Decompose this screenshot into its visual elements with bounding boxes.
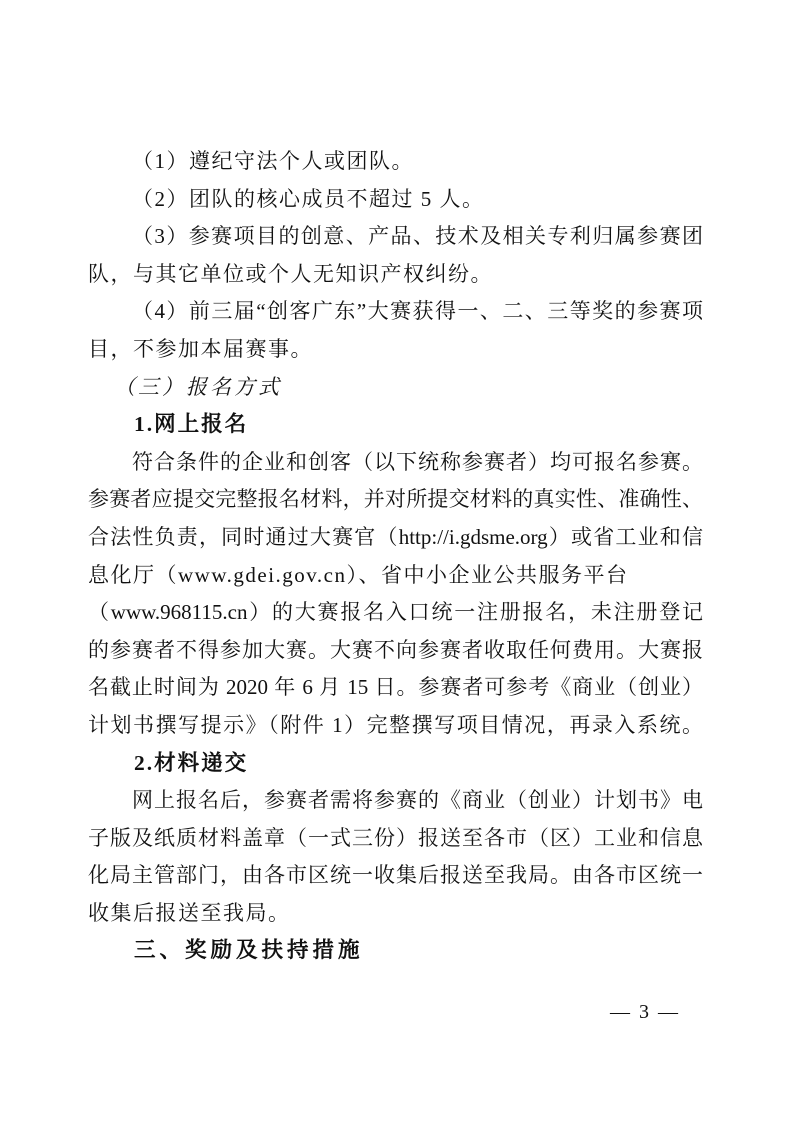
material-submission-line-4: 收集后报送至我局。 <box>88 900 291 925</box>
page-number: — 3 — <box>610 1001 680 1023</box>
clause-3-line-2: 队，与其它单位或个人无知识产权纠纷。 <box>88 261 493 286</box>
page-content <box>88 143 703 970</box>
clause-4-line-1: （4）前三届“创客广东”大赛获得一、二、三等奖的参赛项 <box>132 299 703 324</box>
clause-2: （2）团队的核心成员不超过 5 人。 <box>132 186 485 211</box>
heading-material-submission: 2.材料递交 <box>134 750 249 775</box>
online-registration-line-6: 的参赛者不得参加大赛。大赛不向参赛者收取任何费用。大赛报 <box>88 637 703 662</box>
material-submission-line-2: 子版及纸质材料盖章（一式三份）报送至各市（区）工业和信息 <box>88 825 703 850</box>
online-registration-line-4: 息化厅（www.gdei.gov.cn）、省中小企业公共服务平台 <box>88 562 629 587</box>
material-submission-line-1: 网上报名后，参赛者需将参赛的《商业（创业）计划书》电 <box>132 788 703 813</box>
heading-registration-method: （三）报名方式 <box>114 374 282 399</box>
online-registration-line-1: 符合条件的企业和创客（以下统称参赛者）均可报名参赛。 <box>132 449 703 474</box>
online-registration-line-3: 合法性负责，同时通过大赛官（http://i.gdsme.org）或省工业和信 <box>88 524 703 549</box>
online-registration-line-8: 计划书撰写提示》（附件 1）完整撰写项目情况，再录入系统。 <box>88 712 703 737</box>
online-registration-line-2: 参赛者应提交完整报名材料，并对所提交材料的真实性、准确性、 <box>88 487 703 512</box>
clause-3-line-1: （3）参赛项目的创意、产品、技术及相关专利归属参赛团 <box>132 224 703 249</box>
online-registration-line-5: （www.968115.cn）的大赛报名入口统一注册报名，未注册登记 <box>88 600 703 625</box>
clause-4-line-2: 目，不参加本届赛事。 <box>88 336 313 361</box>
clause-1: （1）遵纪守法个人或团队。 <box>132 149 414 173</box>
material-submission-line-3: 化局主管部门，由各市区统一收集后报送至我局。由各市区统一 <box>88 863 703 888</box>
heading-online-registration: 1.网上报名 <box>134 412 249 437</box>
heading-rewards-and-support: 三、奖励及扶持措施 <box>134 938 364 963</box>
online-registration-line-7: 名截止时间为 2020 年 6 月 15 日。参赛者可参考《商业（创业） <box>88 675 703 700</box>
